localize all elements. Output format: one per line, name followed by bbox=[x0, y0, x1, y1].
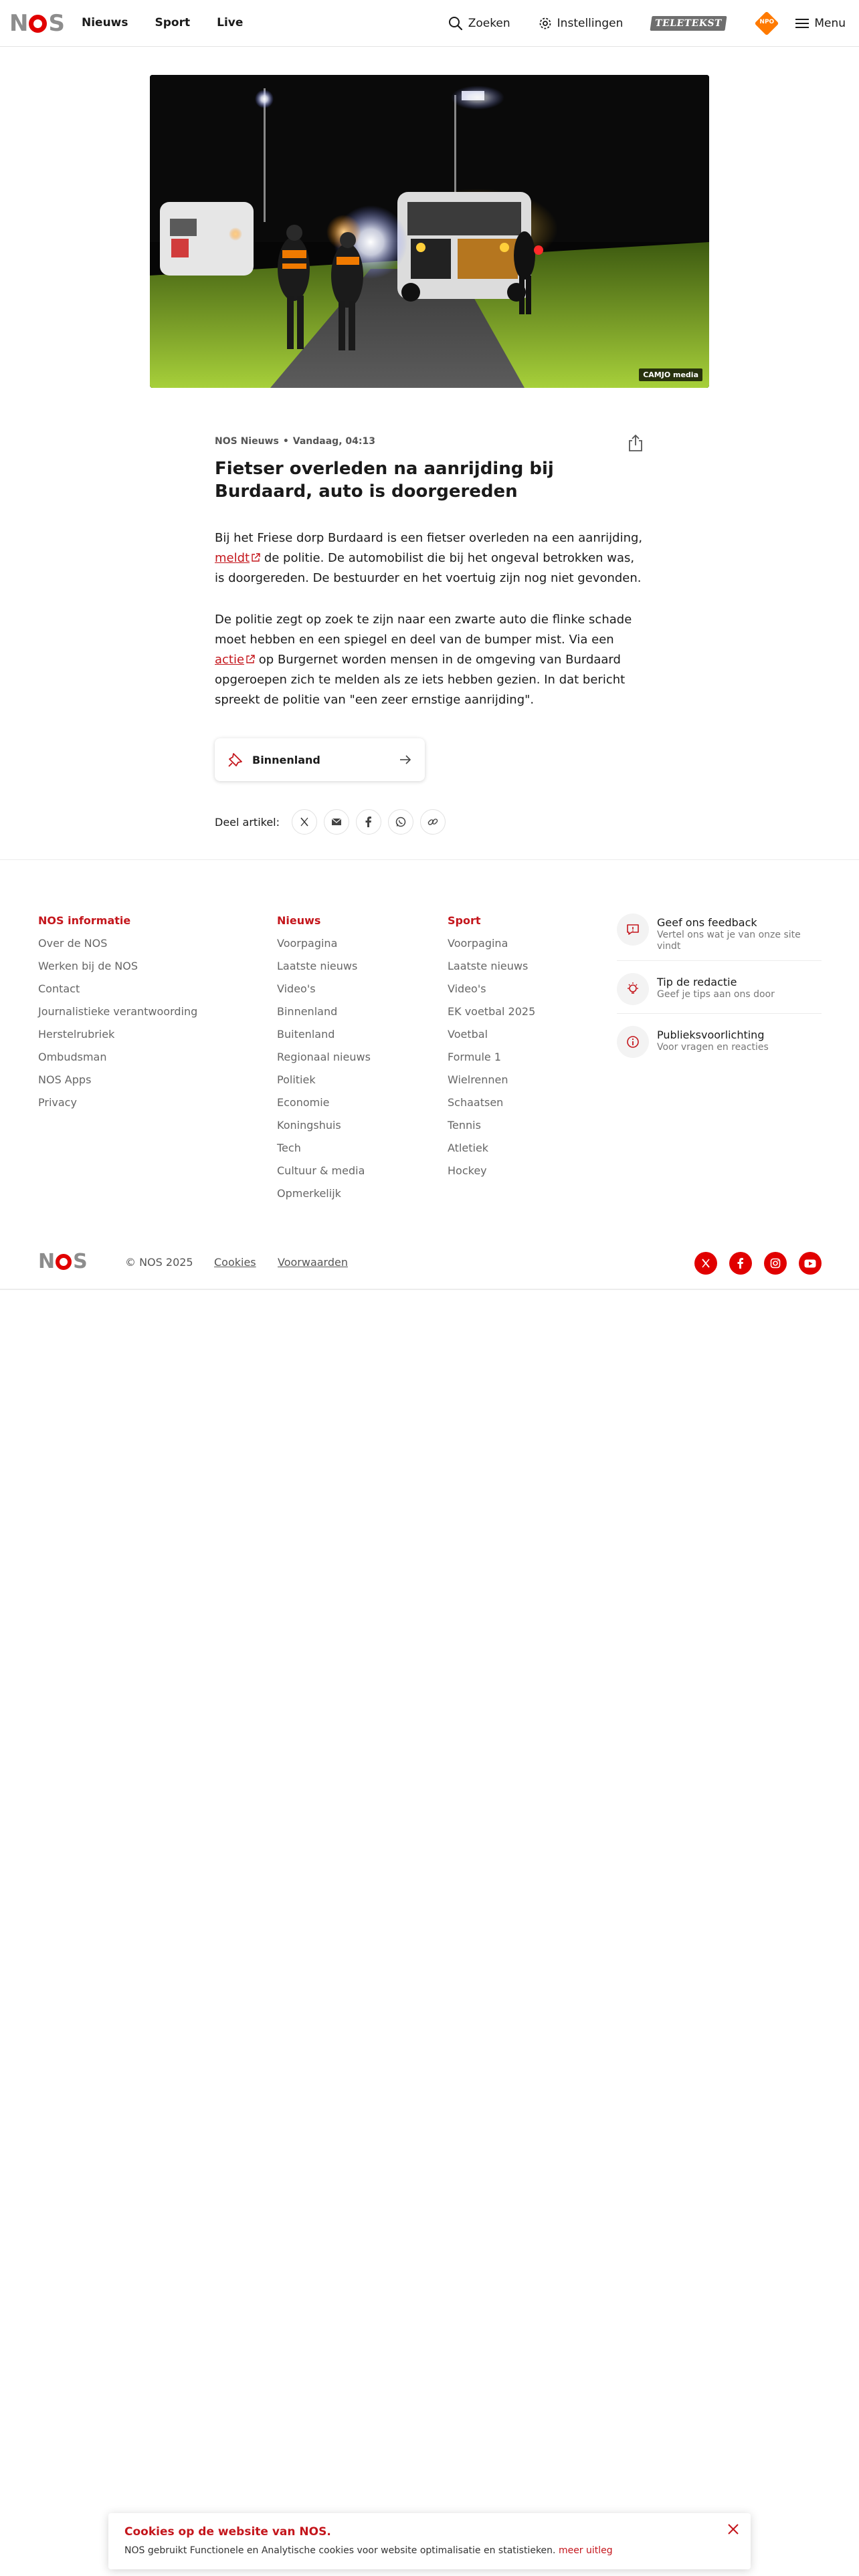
photo-credit: CAMJO media bbox=[639, 368, 702, 381]
pin-icon bbox=[228, 752, 243, 767]
article-paragraph-1: Bij het Friese dorp Burdaard is een fietser overleden na een aanrijding, meldt de politie. De automobilist die bij het ongeval betrokken was, is doorgereden. De bestuurder en het voertuig zijn nog niet gevonden. bbox=[215, 531, 643, 585]
teletekst-link[interactable]: TELETEKST bbox=[650, 16, 727, 31]
footer-link[interactable]: Tennis bbox=[448, 1119, 481, 1132]
footer-link[interactable]: Buitenland bbox=[277, 1028, 335, 1041]
external-link-icon bbox=[246, 655, 255, 664]
social-links bbox=[694, 1252, 822, 1275]
topic-binnenland[interactable] bbox=[215, 738, 425, 781]
hamburger-icon bbox=[795, 18, 809, 29]
info-icon bbox=[626, 1035, 640, 1049]
x-icon bbox=[701, 1259, 710, 1268]
share-article-row bbox=[215, 809, 446, 835]
footer-contact-cards bbox=[617, 914, 822, 1078]
footer-link[interactable]: Video's bbox=[277, 982, 316, 995]
footer-link[interactable]: Wielrennen bbox=[448, 1073, 508, 1086]
meldt-link[interactable]: meldt bbox=[215, 551, 250, 565]
nav-live[interactable]: Live bbox=[217, 16, 244, 29]
footer-col-nieuws bbox=[277, 914, 371, 1209]
npo-label: NPO bbox=[759, 19, 775, 25]
footer-link[interactable]: Privacy bbox=[38, 1096, 77, 1109]
footer-heading: Sport bbox=[448, 914, 481, 927]
top-bar bbox=[0, 0, 859, 47]
footer-link[interactable]: Contact bbox=[38, 982, 80, 995]
share-label: Deel artikel: bbox=[215, 815, 280, 829]
footer-col-nos-informatie bbox=[38, 914, 197, 1118]
article-source: NOS Nieuws bbox=[215, 436, 279, 447]
feedback-icon bbox=[626, 924, 640, 936]
header-tools bbox=[448, 11, 846, 36]
nav-sport[interactable]: Sport bbox=[155, 16, 191, 29]
article-meta: NOS Nieuws • Vandaag, 04:13 bbox=[215, 436, 375, 447]
article-title: Fietser overleden na aanrijding bij Burdaard, auto is doorgereden bbox=[215, 459, 554, 502]
footer-link[interactable]: Laatste nieuws bbox=[277, 960, 358, 972]
topic-label: Binnenland bbox=[252, 753, 320, 766]
footer-link[interactable]: Atletiek bbox=[448, 1142, 489, 1154]
nos-logo[interactable]: N S bbox=[9, 10, 64, 37]
card-title: Publieksvoorlichting bbox=[657, 1029, 765, 1041]
settings-button[interactable] bbox=[539, 17, 624, 30]
card-title: Geef ons feedback bbox=[657, 916, 757, 929]
footer-link[interactable]: Koningshuis bbox=[277, 1119, 341, 1132]
facebook-icon bbox=[365, 817, 372, 827]
cookies-link[interactable]: Cookies bbox=[214, 1256, 256, 1269]
nav-nieuws[interactable]: Nieuws bbox=[82, 16, 128, 29]
cookie-banner-title: Cookies op de website van NOS. bbox=[124, 2525, 331, 2539]
copy-link-button[interactable] bbox=[420, 809, 446, 835]
lightbulb-icon bbox=[626, 982, 640, 996]
publieksvoorlichting-card[interactable] bbox=[617, 1026, 822, 1066]
footer-link[interactable]: Journalistieke verantwoording bbox=[38, 1005, 198, 1018]
cookie-banner-text: NOS gebruikt Functionele en Analytische cookies voor website optimalisatie en statistieken. meer uitleg bbox=[124, 2545, 613, 2556]
footer-link[interactable]: NOS Apps bbox=[38, 1073, 92, 1086]
footer-link[interactable]: Opmerkelijk bbox=[277, 1187, 341, 1200]
footer-heading: Nieuws bbox=[277, 914, 321, 927]
footer-link[interactable]: Hockey bbox=[448, 1164, 487, 1177]
x-icon bbox=[300, 817, 309, 827]
menu-label: Menu bbox=[814, 17, 846, 30]
footer-link[interactable]: Voorpagina bbox=[277, 937, 338, 950]
cookie-close-button[interactable] bbox=[724, 2520, 743, 2539]
menu-button[interactable] bbox=[795, 17, 846, 30]
footer-link[interactable]: Herstelrubriek bbox=[38, 1028, 115, 1041]
close-icon bbox=[724, 2520, 743, 2539]
footer-col-sport bbox=[448, 914, 535, 1186]
share-button[interactable] bbox=[627, 433, 644, 452]
terms-link[interactable]: Voorwaarden bbox=[278, 1256, 348, 1269]
gear-icon bbox=[539, 17, 552, 30]
npo-logo[interactable] bbox=[754, 15, 779, 32]
mail-icon bbox=[331, 818, 342, 826]
footer-link[interactable]: Video's bbox=[448, 982, 486, 995]
facebook-link[interactable] bbox=[729, 1252, 752, 1275]
hero-image bbox=[150, 75, 709, 388]
footer-link[interactable]: Tech bbox=[277, 1142, 301, 1154]
card-title: Tip de redactie bbox=[657, 976, 737, 988]
main-nav bbox=[82, 15, 243, 31]
card-subtitle: Geef je tips aan ons door bbox=[657, 989, 775, 1000]
article-time: Vandaag, 04:13 bbox=[292, 436, 375, 447]
share-icon bbox=[627, 433, 644, 452]
x-link[interactable] bbox=[694, 1252, 717, 1275]
share-whatsapp-button[interactable] bbox=[388, 809, 413, 835]
search-label: Zoeken bbox=[468, 17, 510, 30]
card-subtitle: Voor vragen en reacties bbox=[657, 1042, 769, 1053]
actie-link[interactable]: actie bbox=[215, 653, 245, 667]
footer-heading: NOS informatie bbox=[38, 914, 131, 927]
youtube-link[interactable] bbox=[799, 1252, 822, 1275]
external-link-icon bbox=[251, 553, 260, 562]
cookie-banner bbox=[108, 2513, 751, 2569]
footer-link[interactable]: Ombudsman bbox=[38, 1051, 107, 1063]
facebook-icon bbox=[737, 1258, 744, 1269]
search-button[interactable] bbox=[448, 16, 510, 31]
copyright: © NOS 2025 bbox=[125, 1256, 193, 1269]
search-icon bbox=[448, 16, 463, 31]
footer-link[interactable]: Over de NOS bbox=[38, 937, 108, 950]
footer-bottom-bar bbox=[0, 1237, 859, 1289]
footer-nos-logo[interactable]: N S bbox=[38, 1250, 87, 1273]
footer-link[interactable]: Voorpagina bbox=[448, 937, 508, 950]
share-email-button[interactable] bbox=[324, 809, 349, 835]
tip-card[interactable] bbox=[617, 973, 822, 1014]
instagram-icon bbox=[770, 1258, 781, 1269]
share-facebook-button[interactable] bbox=[356, 809, 381, 835]
footer-link[interactable]: Schaatsen bbox=[448, 1096, 504, 1109]
footer-link[interactable]: Formule 1 bbox=[448, 1051, 501, 1063]
feedback-card[interactable] bbox=[617, 914, 822, 961]
share-x-button[interactable] bbox=[292, 809, 317, 835]
footer-link[interactable]: Werken bij de NOS bbox=[38, 960, 138, 972]
footer-link[interactable]: Politiek bbox=[277, 1073, 316, 1086]
cookie-more-link[interactable]: meer uitleg bbox=[558, 2545, 613, 2556]
instagram-link[interactable] bbox=[764, 1252, 787, 1275]
footer-link[interactable]: Binnenland bbox=[277, 1005, 338, 1018]
article-paragraph-2: De politie zegt op zoek te zijn naar een zwarte auto die flinke schade moet hebben en een spiegel en deel van de bumper mist. Via een actie op Burgernet worden mensen in de omgeving van Burdaard opgeroepen zich te melden als ze iets hebben gezien. In dat bericht spreekt de politie van "een zeer ernstige aanrijding". bbox=[215, 613, 632, 707]
footer bbox=[0, 859, 859, 1290]
footer-link[interactable]: EK voetbal 2025 bbox=[448, 1005, 536, 1018]
footer-link[interactable]: Economie bbox=[277, 1096, 330, 1109]
youtube-icon bbox=[804, 1259, 816, 1268]
arrow-right-icon bbox=[399, 755, 411, 764]
card-subtitle: Vertel ons wat je van onze site vindt bbox=[657, 930, 801, 952]
accident-scene-photo bbox=[150, 75, 709, 388]
settings-label: Instellingen bbox=[557, 17, 624, 30]
footer-link[interactable]: Voetbal bbox=[448, 1028, 488, 1041]
footer-link[interactable]: Cultuur & media bbox=[277, 1164, 365, 1177]
footer-link[interactable]: Laatste nieuws bbox=[448, 960, 529, 972]
whatsapp-icon bbox=[395, 817, 406, 827]
link-icon bbox=[427, 817, 438, 827]
footer-link[interactable]: Regionaal nieuws bbox=[277, 1051, 371, 1063]
